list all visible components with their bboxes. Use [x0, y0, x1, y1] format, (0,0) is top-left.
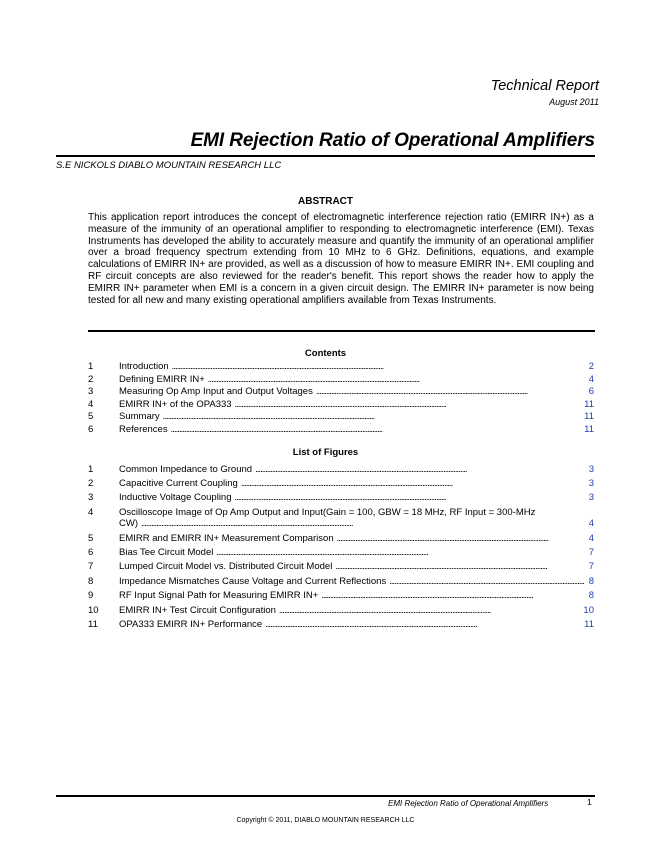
report-date: August 2011: [549, 97, 599, 107]
toc-entry-page-link[interactable]: 11: [584, 424, 594, 435]
toc-leader-dots: [138, 518, 584, 529]
figure-entry[interactable]: [88, 507, 594, 529]
toc-entry-title: Measuring Op Amp Input and Output Voltages: [119, 386, 313, 397]
toc-leader-dots: [262, 619, 584, 630]
figure-entry[interactable]: [88, 464, 594, 475]
figure-entry-title: Capacitive Current Coupling: [119, 478, 238, 489]
figure-entry-title: Oscilloscope Image of Op Amp Output and Input(Gain = 100, GBW = 18 MHz, RF Input = 300-MHz: [119, 507, 536, 518]
toc-entry-number: 5: [88, 411, 94, 422]
figure-entry-title: Lumped Circuit Model vs. Distributed Circuit Model: [119, 561, 333, 572]
figure-entry-page-link[interactable]: 3: [588, 478, 594, 489]
figure-entry-page-link[interactable]: 10: [583, 605, 594, 616]
toc-entry[interactable]: [88, 361, 594, 372]
toc-leader-dots: [169, 361, 584, 372]
toc-leader-dots: [332, 561, 584, 572]
toc-leader-dots: [318, 590, 584, 601]
footer-page-number: 1: [587, 797, 592, 807]
figure-entry-number: 10: [88, 605, 99, 616]
figure-entry-page-link[interactable]: 8: [588, 590, 594, 601]
figure-entry-number: 3: [88, 492, 94, 503]
title-rule: [56, 155, 595, 157]
figure-entry-number: 9: [88, 590, 94, 601]
toc-leader-dots: [168, 424, 584, 435]
toc-entry[interactable]: [88, 386, 594, 397]
figure-entry-page-link[interactable]: 7: [588, 561, 594, 572]
figure-entry[interactable]: [88, 576, 594, 587]
toc-entry-page-link[interactable]: 6: [588, 386, 594, 397]
toc-leader-dots: [160, 411, 584, 422]
toc-leader-dots: [238, 478, 584, 489]
figure-entry-number: 7: [88, 561, 94, 572]
figure-entry-number: 1: [88, 464, 94, 475]
toc-leader-dots: [276, 605, 584, 616]
figure-entry-number: 4: [88, 507, 94, 518]
toc-entry-title: Defining EMIRR IN+: [119, 374, 205, 385]
toc-entry-title: Introduction: [119, 361, 169, 372]
toc-leader-dots: [205, 374, 584, 385]
figure-entry-number: 5: [88, 533, 94, 544]
toc-leader-dots: [313, 386, 584, 397]
figure-entry[interactable]: [88, 619, 594, 630]
toc-entry[interactable]: [88, 424, 594, 435]
figure-entry-page-link[interactable]: 11: [584, 619, 594, 630]
contents-heading: Contents: [304, 348, 347, 359]
figure-entry-title: Inductive Voltage Coupling: [119, 492, 232, 503]
toc-entry-page-link[interactable]: 11: [584, 399, 594, 410]
toc-entry-title: EMIRR IN+ of the OPA333: [119, 399, 232, 410]
toc-entry-page-link[interactable]: 2: [588, 361, 594, 372]
abstract-text: This application report introduces the concept of electromagnetic interference rejection ratio (EMIRR IN+) as a measure of the immunity of an operational amplifier to responding to electromagnetic interference (EMI). Texas Instruments has developed the ability to accurately measure and quantify the immunity of an operational amplifier over a broad frequency spectrum extending from 10 MHz to 6 GHz. Definitions, equations, and example calculations of EMIRR IN+ are provided, as well as a discussion of how to measure EMIRR IN+. EMI coupling and RF circuit concepts are also reviewed for the reader's benefit. This report shows the reader how to apply the EMIRR IN+ parameter when EMI is a concern in a given circuit design. The EMIRR IN+ parameter is now being tested for all new and many existing operational amplifiers available from Texas Instruments.: [88, 212, 594, 306]
report-type: Technical Report: [490, 78, 599, 94]
figure-entry-title: Common Impedance to Ground: [119, 464, 253, 475]
toc-entry-title: References: [119, 424, 168, 435]
figure-entry-title: EMIRR IN+ Test Circuit Configuration: [119, 605, 276, 616]
toc-leader-dots: [386, 576, 584, 587]
abstract-heading: ABSTRACT: [298, 196, 353, 207]
figures-heading: List of Figures: [292, 447, 359, 458]
footer-rule: [56, 795, 595, 797]
document-title: EMI Rejection Ratio of Operational Amplifiers: [190, 130, 595, 151]
figure-entry[interactable]: [88, 478, 594, 489]
figure-entry-page-link[interactable]: 3: [588, 464, 594, 475]
figure-entry[interactable]: [88, 605, 594, 616]
toc-entry-title: Summary: [119, 411, 160, 422]
toc-leader-dots: [232, 492, 585, 503]
figure-entry-title: Impedance Mismatches Cause Voltage and Current Reflections: [119, 576, 387, 587]
toc-entry-page-link[interactable]: 11: [584, 411, 594, 422]
figure-entry-title: EMIRR and EMIRR IN+ Measurement Comparison: [119, 533, 334, 544]
toc-entry[interactable]: [88, 399, 594, 410]
figure-entry[interactable]: [88, 533, 594, 544]
toc-entry[interactable]: [88, 411, 594, 422]
copyright-notice: Copyright © 2011, DIABLO MOUNTAIN RESEARCH LLC: [236, 817, 415, 824]
toc-entry-number: 2: [88, 374, 94, 385]
figure-entry-number: 6: [88, 547, 94, 558]
toc-entry[interactable]: [88, 374, 594, 385]
figure-entry-title: OPA333 EMIRR IN+ Performance: [119, 619, 263, 630]
toc-entry-number: 6: [88, 424, 94, 435]
toc-leader-dots: [213, 547, 584, 558]
toc-leader-dots: [334, 533, 584, 544]
abstract-rule: [88, 330, 595, 332]
figure-entry-number: 8: [88, 576, 94, 587]
toc-entry-number: 1: [88, 361, 94, 372]
toc-entry-number: 3: [88, 386, 94, 397]
footer-title: EMI Rejection Ratio of Operational Amplifiers: [388, 799, 549, 808]
toc-entry-number: 4: [88, 399, 94, 410]
figure-entry[interactable]: [88, 590, 594, 601]
figure-entry-title: RF Input Signal Path for Measuring EMIRR IN+: [119, 590, 319, 601]
figure-entry-page-link[interactable]: 4: [588, 533, 594, 544]
figure-entry-page-link[interactable]: 8: [588, 576, 594, 587]
figure-entry-page-link[interactable]: 7: [588, 547, 594, 558]
figure-entry-page-link[interactable]: 4: [588, 518, 594, 529]
figure-entry[interactable]: [88, 492, 594, 503]
figure-entry-number: 2: [88, 478, 94, 489]
figure-entry-title-continued: CW): [119, 518, 138, 529]
toc-entry-page-link[interactable]: 4: [588, 374, 594, 385]
author-line: S.E NICKOLS DIABLO MOUNTAIN RESEARCH LLC: [56, 160, 282, 171]
toc-leader-dots: [232, 399, 584, 410]
figure-entry-title: Bias Tee Circuit Model: [119, 547, 214, 558]
figure-entry-number: 11: [88, 619, 98, 630]
toc-leader-dots: [252, 464, 584, 475]
figure-entry[interactable]: [88, 561, 594, 572]
figure-entry-page-link[interactable]: 3: [588, 492, 594, 503]
figure-entry[interactable]: [88, 547, 594, 558]
